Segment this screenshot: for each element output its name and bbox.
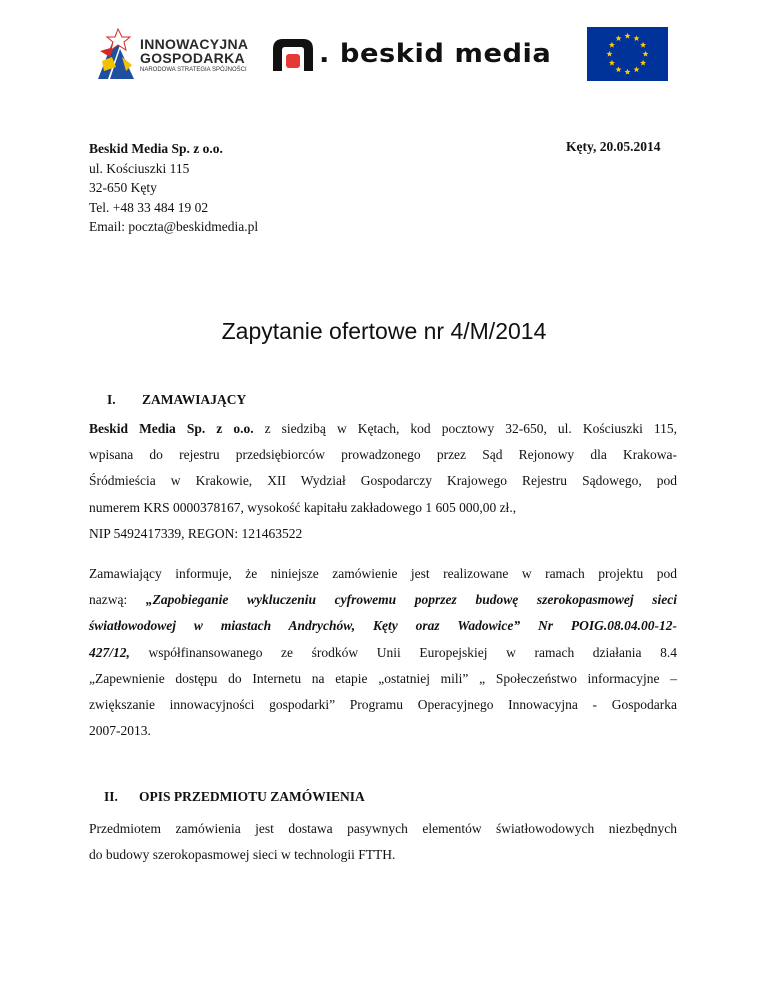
text-segment: z siedzibą w Kętach, kod pocztowy 32-650, ul. Kościuszki 115, bbox=[253, 421, 677, 436]
eu-star-icon bbox=[624, 69, 630, 75]
text-line: numerem KRS 0000378167, wysokość kapitału zakładowego 1 605 000,00 zł., bbox=[89, 499, 517, 515]
eu-stars-icon bbox=[587, 27, 668, 81]
sender-address bbox=[89, 139, 258, 237]
text-line: wpisana do rejestru przedsiębiorców prowadzonego przez Sąd Rejonowy dla Krakowa- bbox=[89, 447, 677, 463]
innowacyjna-emblem-icon bbox=[96, 27, 138, 81]
sender-street: ul. Kościuszki 115 bbox=[89, 160, 190, 176]
gospodarka-text: GOSPODARKA bbox=[140, 50, 245, 66]
eu-star-icon bbox=[609, 42, 615, 48]
eu-star-icon bbox=[640, 42, 646, 48]
text-line: Zamawiający informuje, że niniejsze zamówienie jest realizowane w ramach projektu pod bbox=[89, 566, 677, 581]
sender-email: Email: poczta@beskidmedia.pl bbox=[89, 219, 259, 234]
eu-star-icon bbox=[615, 66, 621, 72]
section-2-title: OPIS PRZEDMIOTU ZAMÓWIENIA bbox=[139, 789, 365, 804]
eu-star-icon bbox=[615, 35, 621, 41]
section-1-title: ZAMAWIAJĄCY bbox=[142, 392, 247, 407]
project-number-bold-italic: 427/12, bbox=[89, 644, 130, 660]
text-line: 2007-2013. bbox=[89, 723, 151, 739]
eu-star-icon bbox=[609, 60, 615, 66]
sender-phone: Tel. +48 33 484 19 02 bbox=[89, 199, 209, 215]
text-line: „Zapewnienie dostępu do Internetu na etapie „ostatniej mili” „ Społeczeństwo informacyjne – bbox=[89, 670, 677, 686]
text-line: zwiększanie innowacyjności gospodarki” Programu Operacyjnego Innowacyjna - Gospodarka bbox=[89, 697, 677, 713]
section-1-number: I. bbox=[107, 392, 116, 407]
eu-star-icon bbox=[606, 51, 612, 57]
text-segment: współfinansowanego ze środków Unii Europejskiej w ramach działania 8.4 bbox=[129, 644, 677, 660]
document-title: Zapytanie ofertowe nr 4/M/2014 bbox=[221, 318, 547, 344]
text-line bbox=[89, 640, 677, 666]
text-line bbox=[89, 613, 677, 639]
company-name-bold: Beskid Media Sp. z o.o. bbox=[89, 421, 254, 436]
text-segment: nazwą: bbox=[89, 592, 146, 608]
beskid-media-mark-icon bbox=[271, 37, 315, 73]
strategia-text: NARODOWA STRATEGIA SPÓJNOŚCI bbox=[140, 67, 247, 73]
section-2-paragraph-1 bbox=[89, 816, 677, 868]
text-line: NIP 5492417339, REGON: 121463522 bbox=[89, 525, 303, 541]
sender-postal: 32-650 Kęty bbox=[89, 180, 157, 195]
eu-flag-logo bbox=[587, 27, 668, 81]
text-line bbox=[89, 416, 677, 442]
eu-star-icon bbox=[642, 51, 648, 57]
text-line bbox=[89, 587, 677, 613]
text-line: Przedmiotem zamówienia jest dostawa pasywnych elementów światłowodowych niezbędnych bbox=[89, 821, 677, 836]
document-date: Kęty, 20.05.2014 bbox=[566, 139, 661, 154]
eu-star-icon bbox=[624, 33, 630, 39]
project-name-bold-italic: światłowodowej w miastach Andrychów, Kęty oraz Wadowice” Nr POIG.08.04.00-12- bbox=[89, 618, 677, 634]
eu-star-icon bbox=[640, 60, 646, 66]
innowacyjna-text: INNOWACYJNA bbox=[140, 36, 249, 52]
beskid-media-logo bbox=[271, 37, 571, 73]
sender-company: Beskid Media Sp. z o.o. bbox=[89, 141, 223, 156]
eu-star-icon bbox=[633, 66, 639, 72]
project-name-bold-italic: „Zapobieganie wykluczeniu cyfrowemu poprzez budowę szerokopasmowej sieci bbox=[145, 592, 677, 608]
section-2-number: II. bbox=[104, 789, 118, 804]
text-line: do budowy szerokopasmowej sieci w technologii FTTH. bbox=[89, 847, 396, 863]
section-1-paragraph-2 bbox=[89, 561, 677, 744]
innowacyjna-gospodarka-logo bbox=[96, 27, 266, 81]
section-1-paragraph-1 bbox=[89, 416, 677, 547]
text-line: Śródmieścia w Krakowie, XII Wydział Gospodarczy Krajowego Rejestru Sądowego, pod bbox=[89, 473, 677, 489]
eu-star-icon bbox=[633, 35, 639, 41]
beskid-media-text: . beskid media bbox=[319, 39, 552, 69]
